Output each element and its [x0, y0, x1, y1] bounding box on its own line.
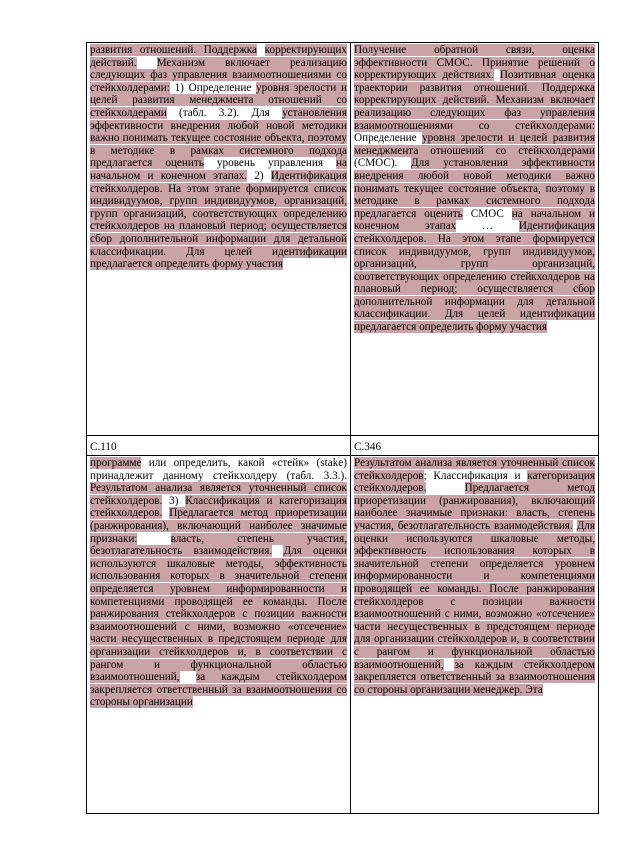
plain-text: уровень управления [203, 157, 337, 170]
highlighted-text: Для оценки используются шкаловые методы, эффективность использования которых в значительной степени определяется уровнем информированности и компетенциями проводящей ее команды. После ранжирования стейкхолдеров с позиции важности взаимоотношений с ними, возможно «отсечение» части несущественных в предстоящем периоде для организации стейкхолдеров и, в соответствии с рангом и функциональной областью взаимоотношений, [354, 519, 595, 671]
highlighted-text: уровня зрелости и целей развития [90, 81, 347, 107]
page-ref-right: С.346 [354, 441, 382, 453]
cell-label-right [351, 436, 599, 456]
highlighted-text: категоризация стейкхолдеров. [354, 469, 595, 495]
plain-text [272, 545, 283, 557]
highlighted-text: установления эффективности внедрения любой новой методики важно понимать текущее состояние объекта, поэтому в методике в рамках системного подхода предлагается оценить [90, 106, 347, 170]
plain-text: СМОС [462, 207, 512, 220]
highlighted-text: Предлагается метод приоретизации (ранжирования), включающий наиболее значимые признаки: власть, степень участия, безотлагательность взаимодействия. [354, 482, 595, 532]
highlighted-text: Классификация и категоризация стейкхолдеров. [90, 494, 347, 520]
highlighted-text: Результатом анализа является уточненный список стейкхолдеров [354, 457, 595, 482]
plain-text: Определение [354, 132, 423, 145]
highlighted-text: менеджмента отношений со стейкхолдерами [90, 94, 347, 119]
plain-text: 1) Определение [169, 81, 257, 94]
text-block-top-right [354, 44, 595, 334]
plain-text [137, 533, 170, 545]
highlighted-text: на начальном и конечном этапах [354, 207, 595, 233]
document-page [86, 42, 598, 818]
plain-text: (табл. 3.2). Для [166, 106, 283, 119]
table-row [87, 456, 599, 814]
text-block-bottom-right [354, 457, 595, 696]
cell-bottom-left [87, 456, 351, 814]
cell-top-left [87, 43, 351, 436]
table-row [87, 436, 599, 456]
plain-text [257, 44, 265, 56]
highlighted-text: уровня зрелости и целей развития [422, 132, 595, 145]
highlighted-text: менеджмента отношений со стейкхолдерами [354, 144, 595, 157]
highlighted-text: Для установления эффективности внедрения любой новой методики важно понимать текущее состояние объекта, поэтому в методике в рамках системного подхода предлагается оценить [354, 157, 595, 220]
plain-text [180, 671, 196, 683]
highlighted-text: Получение обратной связи, оценка эффективности СМОС. Принятие решений о корректирующих действиях. [354, 44, 595, 82]
plain-text: … [456, 220, 519, 233]
text-block-top-left [90, 44, 347, 271]
plain-text: ; Классификация и [423, 469, 528, 482]
highlighted-text: власть, степень участия, безотлагательность взаимодействия. [90, 532, 347, 558]
highlighted-text: Результатом анализа является уточненный список стейкхолдеров. [90, 482, 347, 507]
plain-text [426, 482, 464, 494]
highlighted-text: Механизм включает реализацию следующих фаз управления взаимоотношениями со стейкхолдерами: [90, 56, 347, 94]
plain-text [137, 57, 157, 69]
cell-top-right [351, 43, 599, 436]
plain-text: или определить, какой «стейк» (stake) принадлежит данному стейкхолдеру (табл. 3.3.). [90, 457, 347, 482]
table-row [87, 43, 599, 436]
highlighted-text: Идентификация стейкхолдеров. На этом этапе формируется список индивидуумов, групп индивидуумов, организаций, групп организаций, соответствующих определению стейкхолдеров на плановый период; осуществляется сбор дополнительной информации для детальной классификации. Для целей идентификации предлагается определить форму участия [90, 169, 347, 271]
text-block-bottom-left [90, 457, 347, 709]
page-ref-left: С.110 [90, 441, 117, 453]
highlighted-text: на начальном и конечном этапах. [90, 157, 347, 182]
plain-text: (СМОС). [354, 157, 412, 170]
plain-text [444, 659, 455, 671]
cell-label-left [87, 436, 351, 456]
comparison-table [86, 42, 599, 814]
highlighted-text: развития отношений. Поддержка [90, 44, 258, 56]
highlighted-text: программе [90, 457, 142, 469]
highlighted-text: за каждым стейкхолдером закрепляется ответственный за взаимоотношения со стороны организации [90, 671, 347, 709]
highlighted-text: за каждым стейкхолдером закрепляется ответственный за взаимоотношения со стороны организации менеджер. Эта [354, 658, 595, 696]
highlighted-text: Идентификация стейкхолдеров. На этом этапе формируется список индивидуумов, групп индивидуумов, организаций, групп организаций, соответствующих определению стейкхолдеров на плановый период; осуществляется сбор дополнительной информации для детальной классификации. Для целей идентификации предлагается определить форму участия [354, 220, 595, 334]
highlighted-text: Позитивная оценка траектории развития отношений. Поддержка корректирующих действий. Механизм включает реализацию следующих фаз управления взаимоотношениями со стейкхолдерами: [354, 69, 595, 132]
highlighted-text: Предлагается метод приоретизации (ранжирования), включающий наиболее значимые признаки: [90, 507, 347, 545]
plain-text: 3) [162, 494, 186, 507]
cell-bottom-right [351, 456, 599, 814]
plain-text [494, 69, 500, 81]
plain-text: 2) [247, 169, 271, 182]
highlighted-text: корректирующих действий. [90, 44, 347, 69]
highlighted-text: Для оценки используются шкаловые методы, эффективность использования которых в значительной степени определяется уровнем информированности и компетенциями проводящей ее команды. После ранжирования стейкхолдеров с позиции важности взаимоотношений с ними, возможно «отсечение» части несущественных в предстоящем периоде для организации стейкхолдеров и, в соответствии с рангом и функциональной областью взаимоотношений, [90, 545, 347, 684]
